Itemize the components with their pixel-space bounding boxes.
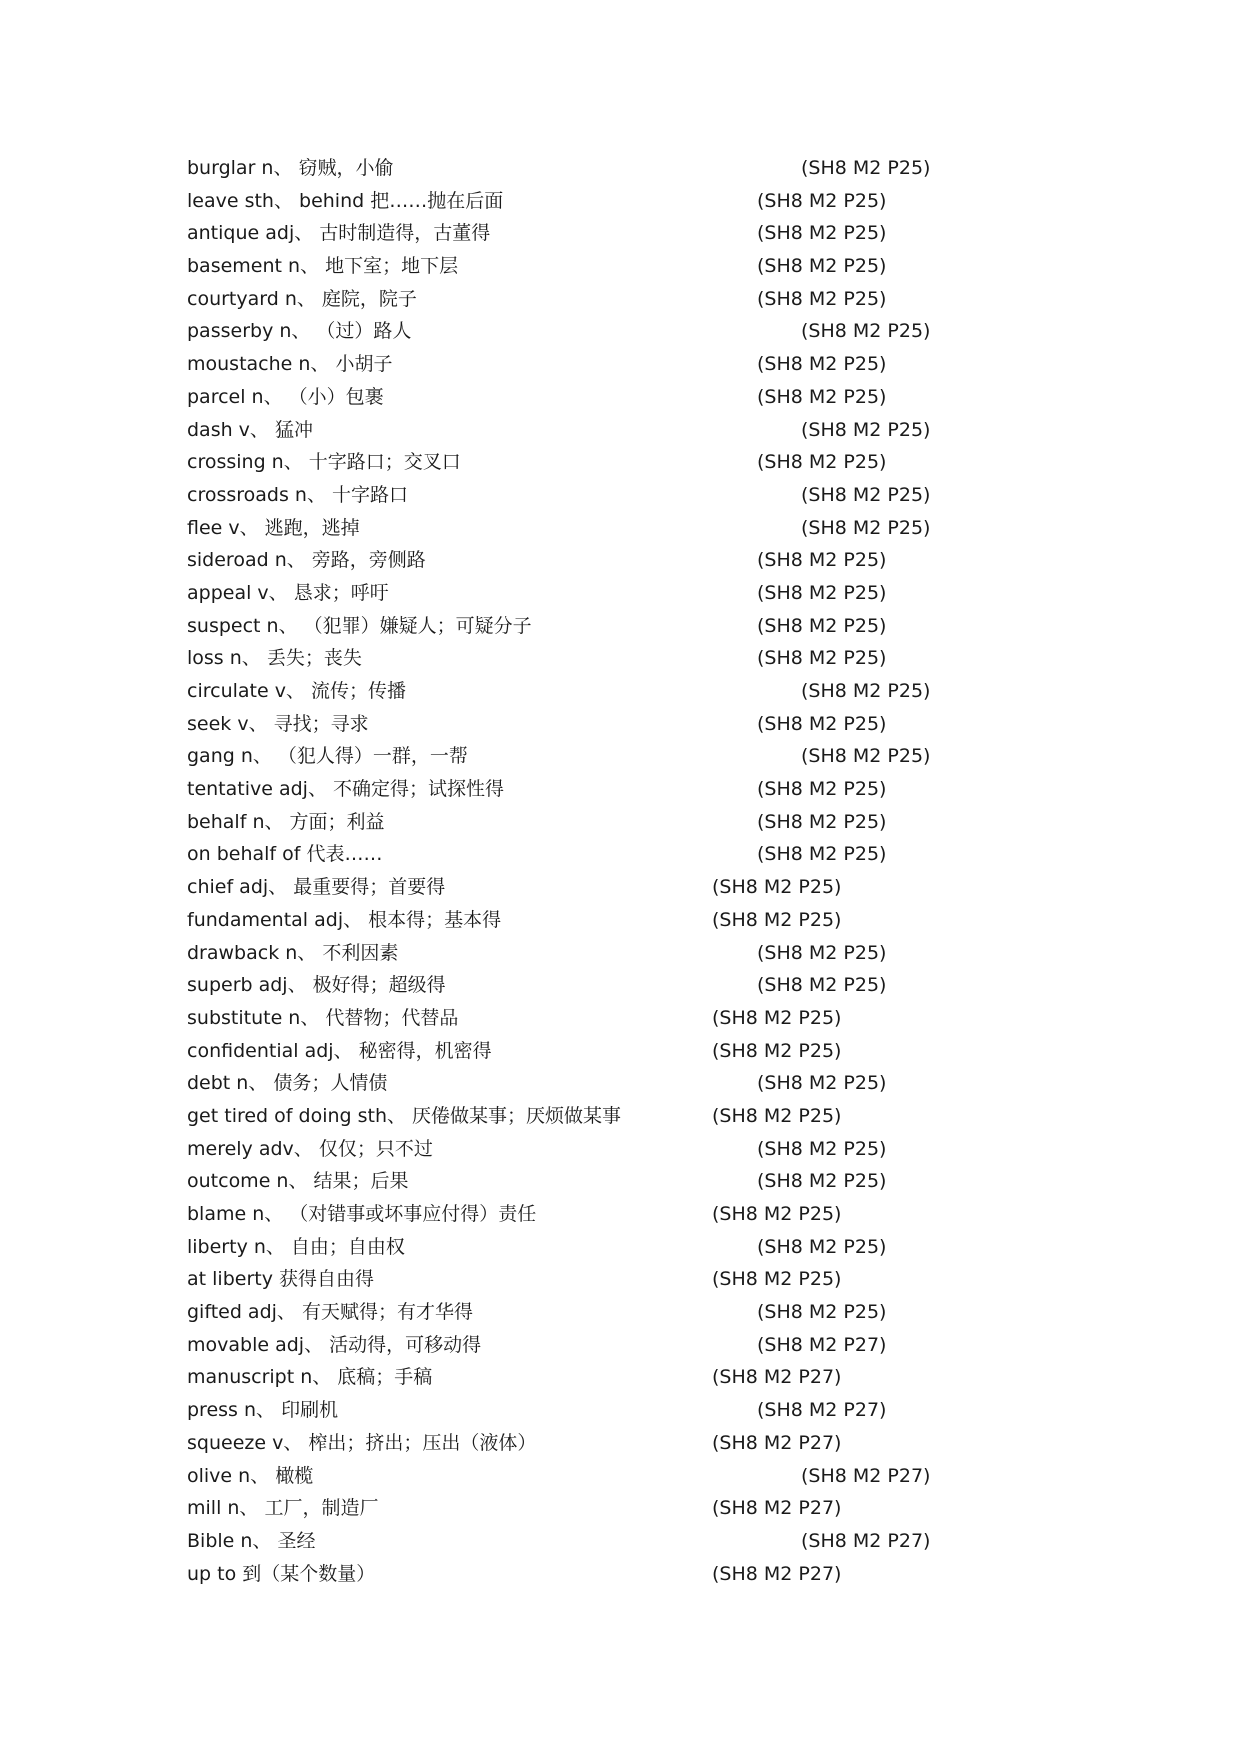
entry-text: at liberty 获得自由得 (187, 1268, 374, 1291)
vocab-entry (187, 217, 947, 250)
entry-reference: (SH8 M2 P27) (712, 1366, 842, 1389)
entry-reference: (SH8 M2 P25) (712, 908, 842, 931)
entry-reference: (SH8 M2 P25) (757, 222, 887, 245)
entry-text: confidential adj、 秘密得，机密得 (187, 1039, 492, 1062)
entry-text: drawback n、 不利因素 (187, 941, 399, 964)
entry-text: press n、 印刷机 (187, 1399, 339, 1422)
entry-reference: (SH8 M2 P25) (712, 1039, 842, 1062)
vocab-entry (187, 1460, 947, 1493)
vocab-entry (187, 1035, 947, 1068)
entry-reference: (SH8 M2 P25) (712, 1104, 842, 1127)
entry-reference: (SH8 M2 P27) (712, 1497, 842, 1520)
entry-text: chief adj、 最重要得；首要得 (187, 876, 446, 899)
entry-reference: (SH8 M2 P25) (712, 1268, 842, 1291)
vocab-entry (187, 152, 947, 185)
entry-text: merely adv、 仅仅；只不过 (187, 1137, 433, 1160)
vocab-entry (187, 348, 947, 381)
entry-text: courtyard n、 庭院，院子 (187, 287, 417, 310)
entry-text: mill n、 工厂，制造厂 (187, 1497, 379, 1520)
vocab-entry (187, 185, 947, 218)
vocab-entry (187, 871, 947, 904)
vocab-entry (187, 708, 947, 741)
entry-reference: (SH8 M2 P25) (757, 581, 887, 604)
vocab-entry (187, 642, 947, 675)
entry-text: moustache n、 小胡子 (187, 353, 393, 376)
vocab-entry (187, 904, 947, 937)
entry-text: flee v、 逃跑，逃掉 (187, 516, 360, 539)
entry-reference: (SH8 M2 P25) (757, 614, 887, 637)
vocab-entry (187, 740, 947, 773)
vocab-entry (187, 610, 947, 643)
vocab-entry (187, 315, 947, 348)
entry-text: manuscript n、 底稿；手稿 (187, 1366, 433, 1389)
entry-text: on behalf of 代表…… (187, 843, 383, 866)
entry-reference: (SH8 M2 P25) (757, 451, 887, 474)
vocab-entry (187, 1231, 947, 1264)
entry-reference: (SH8 M2 P25) (757, 810, 887, 833)
entry-text: loss n、 丢失；丧失 (187, 647, 362, 670)
vocab-entry (187, 969, 947, 1002)
entry-text: movable adj、 活动得，可移动得 (187, 1333, 482, 1356)
vocab-entry (187, 1427, 947, 1460)
entry-reference: (SH8 M2 P27) (712, 1431, 842, 1454)
entry-reference: (SH8 M2 P25) (757, 385, 887, 408)
vocab-entry (187, 1296, 947, 1329)
entry-text: outcome n、 结果；后果 (187, 1170, 409, 1193)
vocab-entry (187, 1361, 947, 1394)
entry-reference: (SH8 M2 P25) (757, 1235, 887, 1258)
entry-reference: (SH8 M2 P25) (801, 516, 931, 539)
entry-text: get tired of doing sth、 厌倦做某事；厌烦做某事 (187, 1104, 622, 1127)
entry-text: behalf n、 方面；利益 (187, 810, 385, 833)
entry-reference: (SH8 M2 P27) (757, 1399, 887, 1422)
entry-reference: (SH8 M2 P27) (801, 1529, 931, 1552)
entry-text: basement n、 地下室；地下层 (187, 255, 459, 278)
entry-text: dash v、 猛冲 (187, 418, 313, 441)
vocab-entry (187, 544, 947, 577)
entry-text: squeeze v、 榨出；挤出；压出（液体） (187, 1431, 537, 1454)
vocab-entry (187, 838, 947, 871)
entry-text: appeal v、 恳求；呼吁 (187, 581, 389, 604)
entry-text: circulate v、 流传；传播 (187, 680, 406, 702)
entry-reference: (SH8 M2 P25) (757, 1072, 887, 1095)
entry-reference: (SH8 M2 P27) (757, 1333, 887, 1356)
entry-reference: (SH8 M2 P25) (801, 680, 931, 702)
entry-text: suspect n、 （犯罪）嫌疑人；可疑分子 (187, 614, 532, 637)
vocab-entry (187, 1394, 947, 1427)
entry-reference: (SH8 M2 P25) (757, 287, 887, 310)
entry-text: debt n、 债务；人情债 (187, 1072, 388, 1095)
entry-reference: (SH8 M2 P27) (801, 1464, 931, 1487)
entry-text: tentative adj、 不确定得；试探性得 (187, 778, 504, 801)
entry-reference: (SH8 M2 P25) (757, 549, 887, 572)
entry-text: leave sth、 behind 把……抛在后面 (187, 189, 504, 212)
entry-reference: (SH8 M2 P25) (757, 647, 887, 670)
entry-text: substitute n、 代替物；代替品 (187, 1006, 459, 1029)
entry-text: up to 到（某个数量） (187, 1562, 376, 1585)
entry-reference: (SH8 M2 P25) (757, 941, 887, 964)
vocab-entry (187, 1525, 947, 1558)
entry-reference: (SH8 M2 P25) (801, 157, 931, 179)
entry-reference: (SH8 M2 P25) (801, 483, 931, 506)
entry-text: fundamental adj、 根本得；基本得 (187, 908, 502, 931)
entry-text: passerby n、 （过）路人 (187, 320, 412, 343)
vocab-entry (187, 1558, 947, 1591)
vocab-entry (187, 283, 947, 316)
entry-text: antique adj、 古时制造得，古董得 (187, 222, 491, 245)
vocab-entry (187, 773, 947, 806)
entry-reference: (SH8 M2 P25) (757, 353, 887, 376)
vocab-entry (187, 1198, 947, 1231)
entry-text: seek v、 寻找；寻求 (187, 712, 369, 735)
vocab-entry (187, 446, 947, 479)
entry-text: gifted adj、 有天赋得；有才华得 (187, 1301, 473, 1324)
vocab-entry (187, 1100, 947, 1133)
vocab-entry (187, 1263, 947, 1296)
entry-text: blame n、 （对错事或坏事应付得）责任 (187, 1203, 537, 1225)
entry-text: liberty n、 自由；自由权 (187, 1235, 405, 1258)
vocab-entry (187, 381, 947, 414)
entry-reference: (SH8 M2 P25) (757, 1170, 887, 1193)
vocab-entry (187, 1002, 947, 1035)
entry-reference: (SH8 M2 P25) (757, 974, 887, 997)
vocab-entry (187, 1067, 947, 1100)
entry-reference: (SH8 M2 P25) (757, 843, 887, 866)
vocab-entry (187, 1133, 947, 1166)
vocab-entry (187, 250, 947, 283)
entry-text: crossing n、 十字路口；交叉口 (187, 451, 461, 474)
entry-reference: (SH8 M2 P25) (712, 876, 842, 899)
vocab-entry (187, 1165, 947, 1198)
entry-text: Bible n、 圣经 (187, 1529, 316, 1552)
entry-reference: (SH8 M2 P25) (801, 745, 931, 768)
entry-reference: (SH8 M2 P25) (757, 189, 887, 212)
entry-reference: (SH8 M2 P25) (712, 1203, 842, 1225)
entry-reference: (SH8 M2 P25) (712, 1006, 842, 1029)
vocab-entry (187, 577, 947, 610)
entry-text: gang n、 （犯人得）一群，一帮 (187, 745, 468, 768)
vocab-entry (187, 1329, 947, 1362)
vocabulary-list (187, 152, 947, 1590)
entry-reference: (SH8 M2 P25) (757, 1301, 887, 1324)
entry-reference: (SH8 M2 P25) (757, 1137, 887, 1160)
entry-text: sideroad n、 旁路，旁侧路 (187, 549, 426, 572)
vocab-entry (187, 1492, 947, 1525)
entry-reference: (SH8 M2 P25) (757, 255, 887, 278)
entry-text: parcel n、 （小）包裹 (187, 385, 384, 408)
entry-reference: (SH8 M2 P25) (757, 712, 887, 735)
entry-text: burglar n、 窃贼，小偷 (187, 157, 394, 179)
entry-text: superb adj、 极好得；超级得 (187, 974, 446, 997)
vocab-entry (187, 512, 947, 545)
entry-text: olive n、 橄榄 (187, 1464, 314, 1487)
entry-reference: (SH8 M2 P25) (757, 778, 887, 801)
vocab-entry (187, 479, 947, 512)
entry-reference: (SH8 M2 P25) (801, 418, 931, 441)
entry-text: crossroads n、 十字路口 (187, 483, 409, 506)
vocab-entry (187, 806, 947, 839)
entry-reference: (SH8 M2 P27) (712, 1562, 842, 1585)
entry-reference: (SH8 M2 P25) (801, 320, 931, 343)
vocab-entry (187, 675, 947, 708)
vocab-entry (187, 414, 947, 447)
vocab-entry (187, 937, 947, 970)
